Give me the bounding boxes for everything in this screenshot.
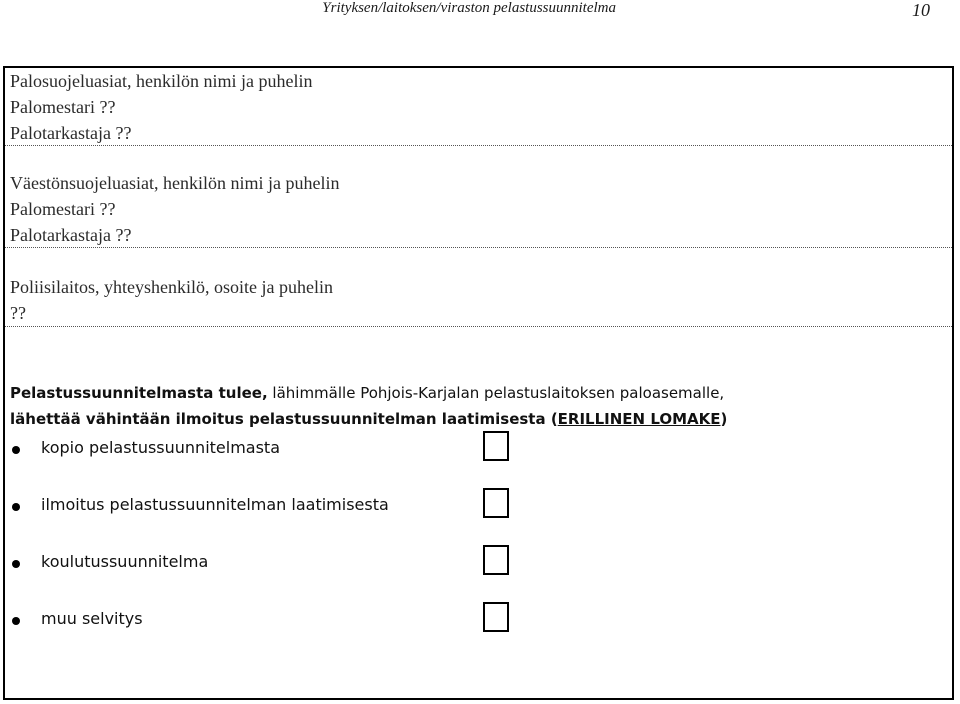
- section-line: Palotarkastaja ??: [10, 123, 132, 143]
- separate-form-label: ERILLINEN LOMAKE: [557, 410, 721, 428]
- checkbox[interactable]: [483, 602, 509, 632]
- checkbox[interactable]: [483, 488, 509, 518]
- checklist-label: ilmoitus pelastussuunnitelman laatimisesta: [41, 495, 389, 514]
- checklist-item: [10, 606, 570, 638]
- submission-notice: [10, 380, 950, 432]
- dotted-separator: [5, 145, 952, 146]
- notice-bold-intro: Pelastussuunnitelmasta tulee,: [10, 384, 268, 402]
- checklist-item: [10, 492, 570, 524]
- checklist-label: kopio pelastussuunnitelmasta: [41, 438, 281, 457]
- bullet-icon: [12, 503, 20, 511]
- notice-line-1: [10, 380, 950, 406]
- checkbox[interactable]: [483, 431, 509, 461]
- section-heading: Väestönsuojeluasiat, henkilön nimi ja puhelin: [10, 173, 340, 193]
- police-section: [10, 274, 950, 326]
- notice-intro-rest: lähimmälle Pohjois-Karjalan pelastuslaitoksen paloasemalle,: [267, 384, 725, 402]
- notice-line2-end: ): [720, 410, 728, 428]
- checklist-item: [10, 549, 570, 581]
- section-line: Palotarkastaja ??: [10, 225, 132, 245]
- page-header: [0, 0, 960, 40]
- notice-line2: lähettää vähintään ilmoitus pelastussuunnitelman laatimisesta (: [10, 410, 558, 428]
- bullet-icon: [12, 617, 20, 625]
- section-line: Palomestari ??: [10, 199, 116, 219]
- bullet-icon: [12, 560, 20, 568]
- checklist-label: koulutussuunnitelma: [41, 552, 209, 571]
- civil-defence-section: [10, 170, 950, 248]
- section-line: ??: [10, 303, 26, 323]
- fire-safety-section: [10, 68, 950, 146]
- form-frame: [3, 66, 954, 700]
- section-heading: Poliisilaitos, yhteyshenkilö, osoite ja puhelin: [10, 277, 333, 297]
- bullet-icon: [12, 446, 20, 454]
- dotted-separator: [5, 326, 952, 327]
- notice-line-2: [10, 406, 950, 432]
- dotted-separator: [5, 247, 952, 248]
- section-heading: Palosuojeluasiat, henkilön nimi ja puhelin: [10, 71, 313, 91]
- checklist-item: [10, 435, 570, 467]
- page-number: 10: [912, 0, 930, 20]
- checkbox[interactable]: [483, 545, 509, 575]
- section-line: Palomestari ??: [10, 97, 116, 117]
- checklist-label: muu selvitys: [41, 609, 143, 628]
- header-title: Yrityksen/laitoksen/viraston pelastussuunnitelma: [322, 0, 616, 16]
